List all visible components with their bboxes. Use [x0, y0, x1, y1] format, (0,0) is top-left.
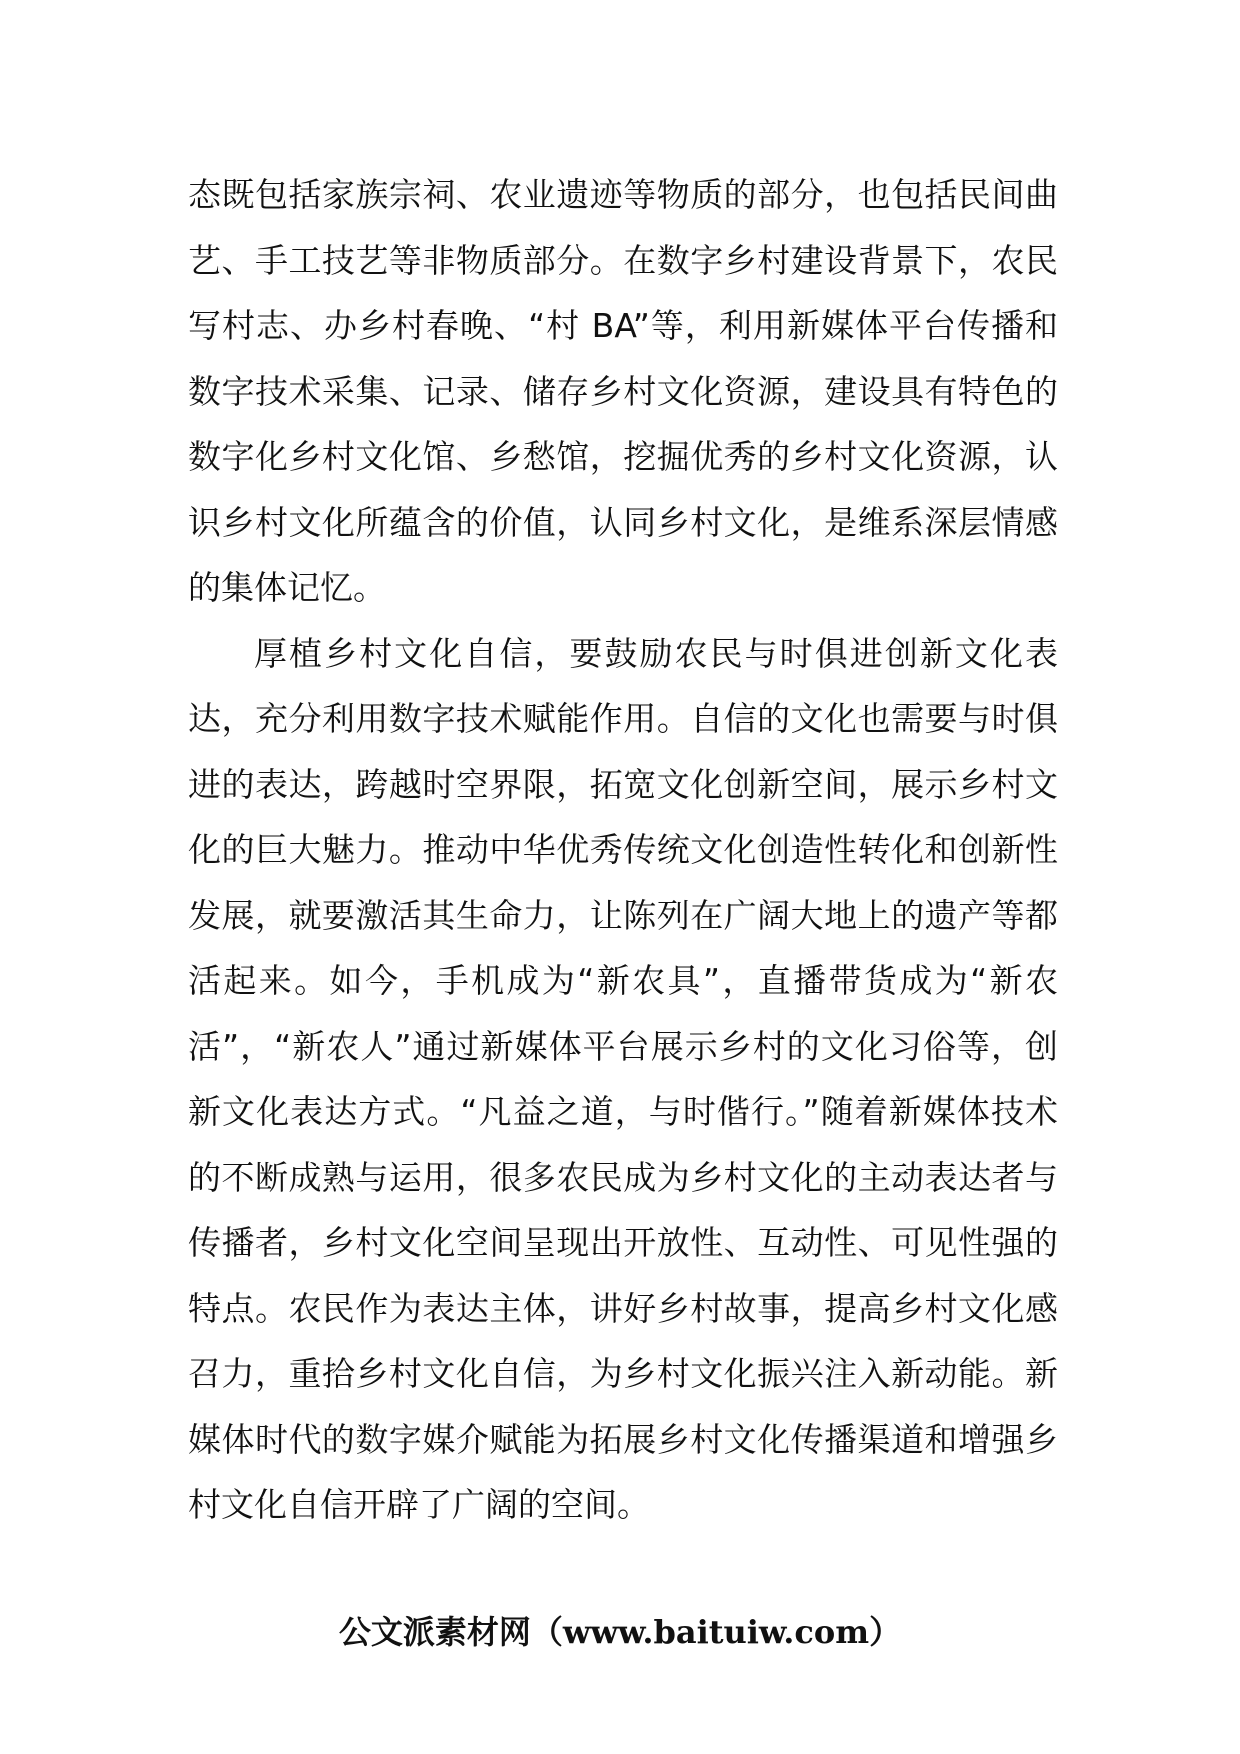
paragraph-cultural-confidence: 厚植乡村文化自信，要鼓励农民与时俱进创新文化表达，充分利用数字技术赋能作用。自信的文化也需要与时俱进的表达，跨越时空界限，拓宽文化创新空间，展示乡村文化的巨大魅力。推动中华优秀传统文化创造性转化和创新性发展，就要激活其生命力，让陈列在广阔大地上的遗产等都活起来。如今，手机成为“新农具”，直播带货成为“新农活”，“新农人”通过新媒体平台展示乡村的文化习俗等，创新文化表达方式。“凡益之道，与时偕行。”随着新媒体技术的不断成熟与运用，很多农民成为乡村文化的主动表达者与传播者，乡村文化空间呈现出开放性、互动性、可见性强的特点。农民作为表达主体，讲好乡村故事，提高乡村文化感召力，重拾乡村文化自信，为乡村文化振兴注入新动能。新媒体时代的数字媒介赋能为拓展乡村文化传播渠道和增强乡村文化自信开辟了广阔的空间。: [188, 633, 1058, 1524]
paragraph-continuation: 态既包括家族宗祠、农业遗迹等物质的部分，也包括民间曲艺、手工技艺等非物质部分。在数字乡村建设背景下，农民写村志、办乡村春晚、“村 BA”等，利用新媒体平台传播和数字技术采集、记录、储存乡村文化资源，建设具有特色的数字化乡村文化馆、乡愁馆，挖掘优秀的乡村文化资源，认识乡村文化所蕴含的价值，认同乡村文化，是维系深层情感的集体记忆。: [188, 175, 1058, 607]
document-body: [188, 162, 1058, 1538]
footer-watermark: 公文派素材网（www.baituiw.com）: [338, 1613, 902, 1651]
